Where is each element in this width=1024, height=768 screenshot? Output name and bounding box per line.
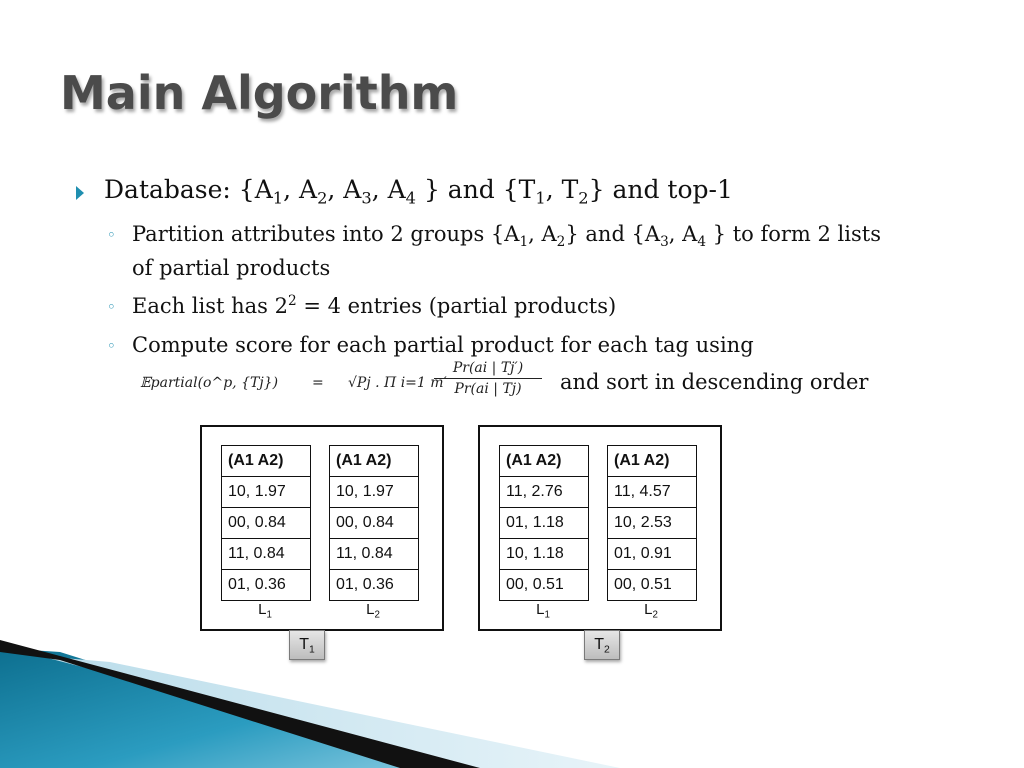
list-item: 00, 0.84: [222, 508, 310, 539]
tag-t2: $T_2$: [584, 630, 620, 660]
list-item: 11, 2.76: [500, 477, 588, 508]
sub-bullet-partition-line2: of partial products: [132, 256, 331, 280]
formula-numerator: Pr(ai | Tj′): [434, 360, 542, 379]
sub-bullet-compute: Compute score for each partial product for each tag using: [132, 333, 754, 357]
circle-bullet-icon: ◦: [107, 226, 116, 244]
circle-bullet-icon: ◦: [107, 337, 116, 355]
list-item: 00, 0.84: [330, 508, 418, 539]
list-item: 10, 2.53: [608, 508, 696, 539]
list-item: 01, 0.36: [336, 576, 394, 593]
bullet-database: Database: {$A_1$, $A_2$, $A_3$, $A_4$ } and {$T_1$, $T_2$} and top-1: [104, 175, 733, 208]
circle-bullet-icon: ◦: [107, 298, 116, 316]
list-item: 11, 4.57: [608, 477, 696, 508]
list-label: $L_1$: [536, 601, 550, 621]
formula-fraction: [434, 360, 542, 397]
list-item: 00, 0.51: [506, 576, 564, 593]
sub-bullet-partition: Partition attributes into 2 groups {$A_1$, $A_2$} and {$A_3$, $A_4$ } to form 2 lists: [132, 222, 881, 250]
list-item: 10, 1.97: [330, 477, 418, 508]
list-t2-l1: [499, 445, 589, 601]
sub-bullet-entries: Each list has $2^2 = 4$ entries (partial products): [132, 292, 617, 318]
list-t1-l2: [329, 445, 419, 601]
list-item: 01, 0.36: [228, 576, 286, 593]
list-label: $L_2$: [366, 601, 380, 621]
formula-lhs: 𝔼partial(o^p, {Tj}): [140, 375, 279, 391]
list-t2-l2: [607, 445, 697, 601]
tag-t1: $T_1$: [289, 630, 325, 660]
triangle-bullet-icon: [76, 186, 84, 200]
list-header: (A1 A2): [222, 446, 310, 477]
list-item: 01, 1.18: [500, 508, 588, 539]
formula-denominator: Pr(ai | Tj): [454, 381, 522, 397]
list-item: 11, 0.84: [330, 539, 418, 570]
decorative-swoosh: [0, 600, 1024, 768]
list-t1-l1: [221, 445, 311, 601]
list-header: (A1 A2): [608, 446, 696, 477]
list-header: (A1 A2): [330, 446, 418, 477]
formula-equals: =: [312, 375, 324, 391]
list-item: 10, 1.18: [500, 539, 588, 570]
slide-title: Main Algorithm: [60, 66, 459, 120]
list-item: 11, 0.84: [222, 539, 310, 570]
list-label: $L_1$: [258, 601, 272, 621]
list-item: 10, 1.97: [222, 477, 310, 508]
list-item: 01, 0.91: [608, 539, 696, 570]
sort-text: and sort in descending order: [560, 370, 869, 394]
list-label: $L_2$: [644, 601, 658, 621]
formula-root-product: √Pj . Π i=1 m′: [348, 375, 447, 391]
list-header: (A1 A2): [500, 446, 588, 477]
list-item: 00, 0.51: [614, 576, 672, 593]
